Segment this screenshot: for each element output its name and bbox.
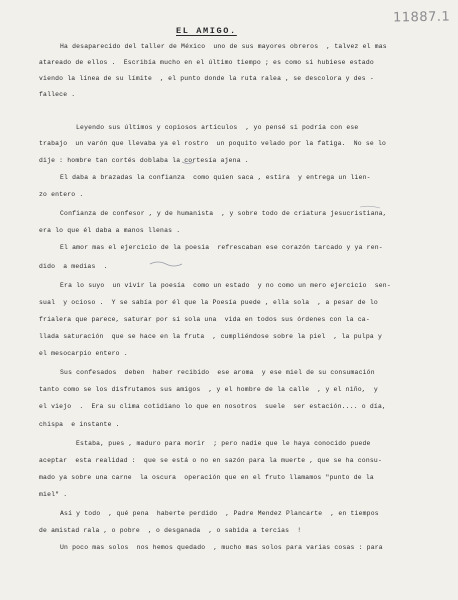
text-line: aceptar esta realidad : que se está o no en sazón para la muerte , que se ha consu- [39,457,382,464]
text-line: El amor mas el ejercicio de la poesía refrescaban ese corazón tarcado y ya ren- [60,244,383,251]
text-line: Un poco mas solos nos hemos quedado , mucho mas solos para varias cosas : para [60,544,383,551]
text-line: miel" . [39,491,68,498]
text-line: Ha desaparecido del taller de México uno de sus mayores obreros , talvez el mas [60,43,387,50]
text-line: dido a medias . [39,263,108,270]
text-line: El daba a brazadas la confianza como quien saca , estira y entrega un lien- [60,174,371,181]
archive-reference-number: 11887.1 [392,9,451,26]
text-line: dije : hombre tan cortés doblaba la cortesía ajena . [39,157,249,164]
text-line: Era lo suyo un vivir la poesía como un estado y no como un mero ejercicio sen- [60,282,391,289]
text-line: Así y todo , qué pena haberte perdido , Padre Mendez Plancarte , en tiempos [60,510,379,517]
text-line: Estaba, pues , maduro para morir ; pero nadie que le haya conocido puede [76,440,371,447]
text-line: zo entero . [39,191,84,198]
text-line: sual y ocioso . Y se sabía por él que la Poesía puede , ella sola , a pesar de lo [39,299,378,306]
text-line: tanto como se los disfrutamos sus amigos , y el hombre de la calle , y el niño, y [39,386,378,393]
text-line: frialera que parece, saturar por sí sola una vida en todos sus órdenes con la ca- [39,316,370,323]
text-line: Confianza de confesor , y de humanista , y sobre todo de criatura jesucristiana, [60,210,387,217]
text-line: Leyendo sus últimos y copiosos artículos , yo pensé si podría con ese [76,124,359,131]
text-line: trabajo un varón que llevaba ya el rostro un poquito velado por la fatiga. No se lo [39,140,387,147]
text-line: de amistad rala , o pobre , o desganada , o sabida a tercias ! [39,527,302,534]
text-line: chispa e instante . [39,421,120,428]
text-line: viendo la línea de su límite , el punto donde la ruta ralea , se descolora y des - [39,75,374,82]
document-title: EL AMIGO. [176,26,237,36]
text-line: el viejo . Era su clima cotidiano lo que en nosotros suele ser estación.... o día, [39,403,387,410]
text-line: el mesocarpio entero . [39,350,128,357]
text-line: era lo que él daba a manos llenas . [39,227,181,234]
text-line: mado ya sobre una carne la oscura operación que en el fruto llamamos "punto de la [39,474,374,481]
text-line: fallece . [39,91,76,98]
text-line: llada saturación que se hace en la fruta , cumpliéndose sobre la piel , la pulpa y [39,333,382,340]
text-line: Sus confesados deben haber recibido ese aroma y ese miel de su consumación [60,369,375,376]
text-line: atareado de ellos . Escribía mucho en el último tiempo ; es como si hubiese estado [39,59,374,66]
